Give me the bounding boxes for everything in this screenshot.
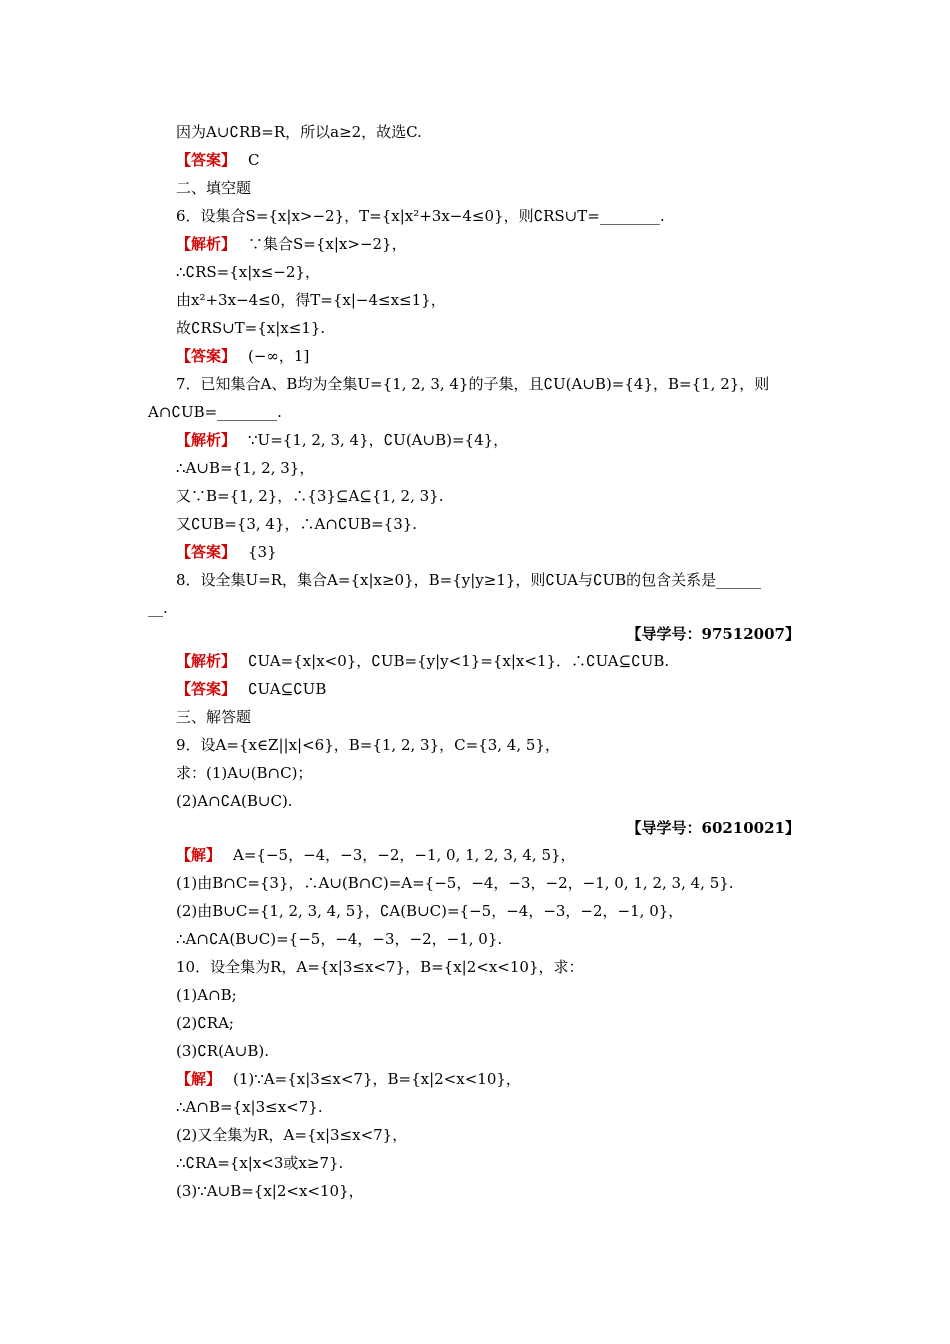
guide-number: 【导学号：60210021】 bbox=[626, 819, 800, 837]
text-line: (1)由B∩C={3}，∴A∪(B∩C)=A={−5，−4，−3，−2，−1, 0, 1, 2, 3, 4, 5}. bbox=[176, 874, 734, 892]
analysis-line: 【解析】 ∵U={1, 2, 3, 4}，∁U(A∪B)={4}， bbox=[176, 431, 509, 449]
answer-line: 【答案】 {3} bbox=[176, 543, 277, 561]
text-line: (2)又全集为R，A={x|3≤x<7}， bbox=[176, 1126, 408, 1144]
question-line: __. bbox=[148, 599, 168, 617]
text-line: ∴A∪B={1, 2, 3}， bbox=[176, 459, 315, 477]
text-line: ∴A∩B={x|3≤x<7}. bbox=[176, 1098, 323, 1116]
solution-line: 【解】 A={−5，−4，−3，−2，−1, 0, 1, 2, 3, 4, 5}， bbox=[176, 846, 576, 864]
question-line: 6．设集合S={x|x>−2}，T={x|x²+3x−4≤0}，则∁RS∪T=________. bbox=[176, 207, 665, 225]
analysis-line: 【解析】 ∁UA={x|x<0}，∁UB={y|y<1}={x|x<1}．∴∁UA⊆∁UB. bbox=[176, 652, 670, 670]
answer-line: 【答案】 C bbox=[176, 151, 260, 169]
answer-line: 【答案】 ∁UA⊆∁UB bbox=[176, 680, 327, 698]
question-line: 8．设全集U=R，集合A={x|x≥0}，B={y|y≥1}，则∁UA与∁UB的包含关系是______ bbox=[176, 571, 762, 589]
question-line: (1)A∩B; bbox=[176, 986, 237, 1004]
text-line: (3)∵A∪B={x|2<x<10}， bbox=[176, 1182, 364, 1200]
question-line: 9．设A={x∈Z||x|<6}，B={1, 2, 3}，C={3, 4, 5}， bbox=[176, 736, 560, 754]
section-heading: 二、填空题 bbox=[176, 179, 252, 197]
answer-line: 【答案】 (−∞，1] bbox=[176, 347, 310, 365]
text-line: ∴A∩∁A(B∪C)={−5，−4，−3，−2，−1, 0}. bbox=[176, 930, 503, 948]
solution-line: 【解】 (1)∵A={x|3≤x<7}，B={x|2<x<10}， bbox=[176, 1070, 521, 1088]
text-line: 因为A∪∁RB=R，所以a≥2，故选C. bbox=[176, 123, 422, 141]
question-line: (2)∁RA; bbox=[176, 1014, 234, 1032]
analysis-line: 【解析】 ∵集合S={x|x>−2}， bbox=[176, 235, 407, 253]
question-line: A∩∁UB=________. bbox=[148, 403, 282, 421]
question-line: (3)∁R(A∪B). bbox=[176, 1042, 269, 1060]
text-line: ∴∁RA={x|x<3或x≥7}. bbox=[176, 1154, 344, 1172]
text-line: ∴∁RS={x|x≤−2}， bbox=[176, 263, 320, 281]
section-heading: 三、解答题 bbox=[176, 708, 252, 726]
text-line: (2)由B∪C={1, 2, 3, 4, 5}，∁A(B∪C)={−5，−4，−3，−2，−1, 0}， bbox=[176, 902, 684, 920]
question-line: 求：(1)A∪(B∩C)； bbox=[176, 764, 313, 782]
text-line: 故∁RS∪T={x|x≤1}. bbox=[176, 319, 326, 337]
text-line: 由x²+3x−4≤0，得T={x|−4≤x≤1}， bbox=[176, 291, 446, 309]
text-line: 又∁UB={3, 4}，∴A∩∁UB={3}. bbox=[176, 515, 418, 533]
question-line: 7．已知集合A、B均为全集U={1, 2, 3, 4}的子集，且∁U(A∪B)={4}，B={1, 2}，则 bbox=[176, 375, 770, 393]
text-line: 又∵B={1, 2}，∴{3}⊆A⊆{1, 2, 3}. bbox=[176, 487, 444, 505]
question-line: 10．设全集为R，A={x|3≤x<7}，B={x|2<x<10}，求： bbox=[176, 958, 584, 976]
question-line: (2)A∩∁A(B∪C). bbox=[176, 792, 293, 810]
guide-number: 【导学号：97512007】 bbox=[626, 625, 800, 643]
